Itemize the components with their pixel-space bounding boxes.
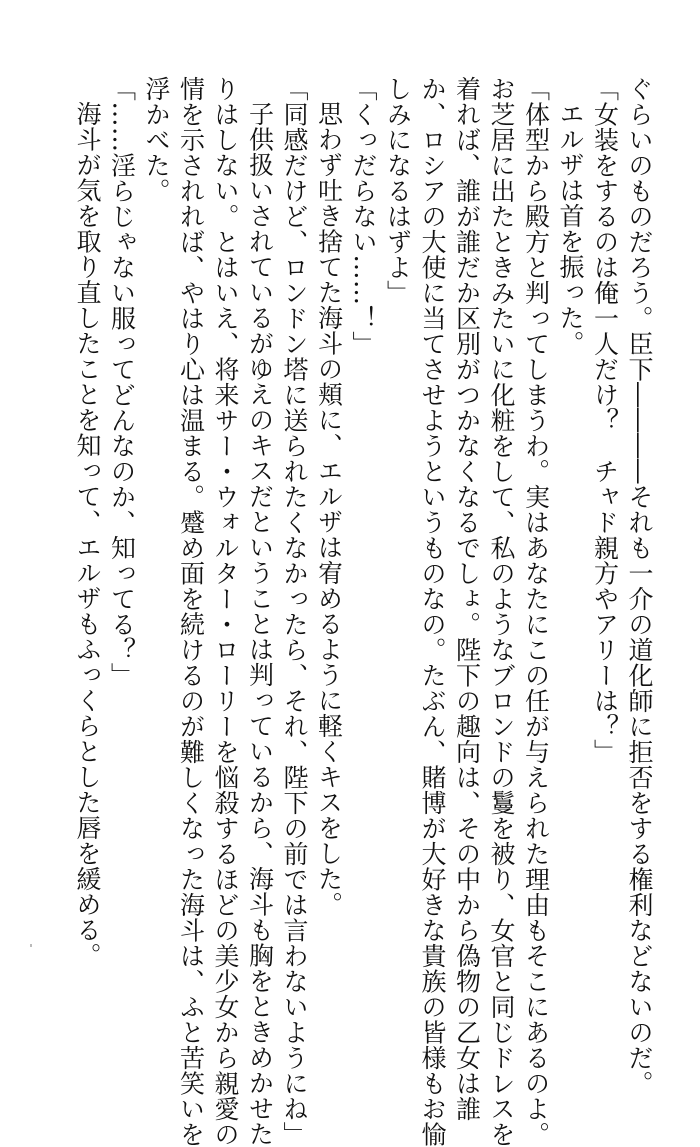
text-line: 情を示されれば、やはり心は温まる。蹙め面を続けるのが難しくなった海斗は、ふと苦笑いを [176,76,206,1147]
text-line: 海斗が気を取り直したことを知って、エルザもふっくらとした唇を緩める。 [73,101,102,968]
text-line: エルザは首を振った。 [556,101,585,356]
text-line: 思わず吐き捨てた海斗の頬に、エルザは宥めるように軽くキスをした。 [314,101,344,917]
text-line: 「同感だけど、ロンドン塔に送られたくなかったら、それ、陛下の前では言わないようにね」 [280,76,309,1147]
text-line: 着れば、誰が誰だか区別がつかなくなるでしょ。陛下の趣向は、その中から偽物の乙女は誰 [452,76,482,1122]
text-line: りはしない。とはいえ、将来サー・ウォルター・ローリーを悩殺するほどの美少女から親愛の [211,76,240,1147]
text-line: ぐらいのものだろう。臣下――――それも一介の道化師に拒否をする権利などないのだ。 [625,76,654,1096]
text-line: 子供扱いされているがゆえのキスだということは判っているから、海斗も胸をときめかせた [245,101,275,1147]
gutter-mark [30,944,32,947]
text-line: お芝居に出たときみたいに化粧をして、私のようなブロンドの鬘を被り、女官と同じドレスを [487,76,516,1147]
text-line: 「女装をするのは俺一人だけ？ チャド親方やアリーは？」 [590,76,620,765]
text-line: しみになるはずよ」 [383,76,413,306]
text-line: 「……淫らじゃない服ってどんなのか、知ってる？」 [107,76,137,688]
text-line: 「くっだらない……！」 [349,76,378,357]
vertical-text-body [70,76,657,1147]
text-line: 「体型から殿方と判ってしまうわ。実はあなたにこの任が与えられた理由もそこにあるのよ。 [521,76,551,1147]
text-line: 浮かべた。 [142,76,171,204]
text-line: か、ロシアの大使に当てさせようというものなの。たぶん、賭博が大好きな貴族の皆様もお愉 [418,76,447,1147]
